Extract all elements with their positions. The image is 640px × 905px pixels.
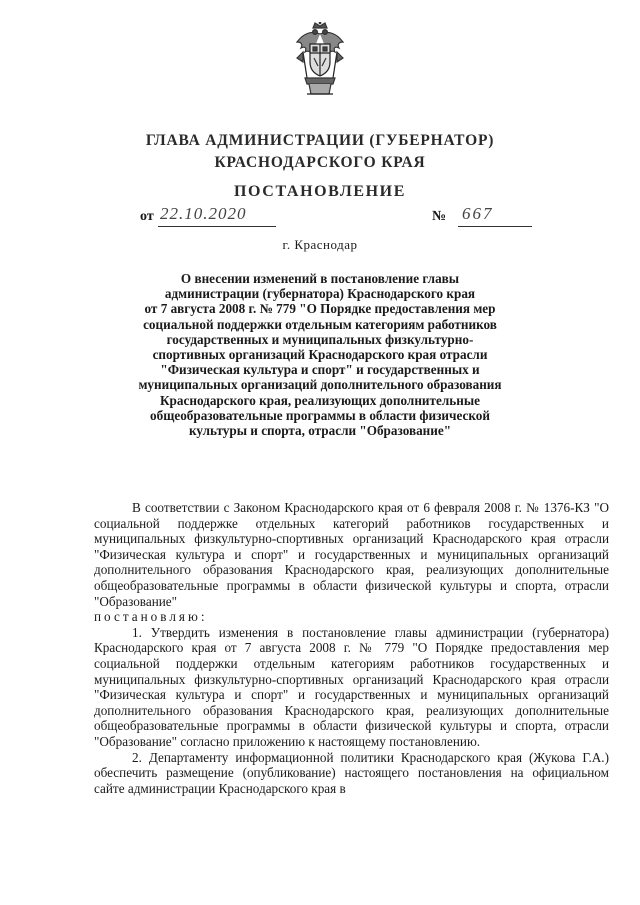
date-underline [158, 226, 276, 227]
decree-body [94, 500, 609, 796]
authority-line-2: КРАСНОДАРСКОГО КРАЯ [214, 154, 426, 171]
date-label: от [140, 209, 154, 224]
decree-word: постановляю: [94, 609, 208, 625]
title-line: муниципальных организаций дополнительного образования [138, 377, 502, 393]
item-1-paragraph: 1. Утвердить изменения в постановление главы администрации (губернатора) Краснодарского края от 7 августа 2008 г. № 779 "О Порядке предоставления мер социальной поддержки отдельным категориям работников государственных и муниципальных физкультурно-спортивных организаций Краснодарского края отрасли "Физическая культура и спорт" и государственных и муниципальных организаций дополнительного образования Краснодарского края, реализующих дополнительные общеобразовательные программы в области физической культуры и спорта, отрасли "Образование" согласно приложению к настоящему постановлению. [94, 624, 609, 749]
city-line: г. Краснодар [282, 237, 358, 252]
title-line: "Физическая культура и спорт" и государственных и [160, 362, 480, 378]
title-line: социальной поддержки отдельным категориям работников [143, 316, 497, 332]
title-line: Краснодарского края, реализующих дополнительные [160, 392, 480, 408]
document-type-heading: ПОСТАНОВЛЕНИЕ [234, 183, 406, 200]
title-line: культуры и спорта, отрасли "Образование" [188, 423, 452, 439]
title-line: администрации (губернатора) Краснодарского края [164, 286, 476, 302]
title-line: общеобразовательные программы в области физической [150, 407, 490, 423]
number-underline [458, 226, 532, 227]
title-line: государственных и муниципальных физкультурно- [166, 331, 474, 347]
title-line: О внесении изменений в постановление главы [180, 271, 460, 286]
handwritten-number: 667 [462, 204, 494, 223]
preamble-paragraph: В соответствии с Законом Краснодарского края от 6 февраля 2008 г. № 1376-КЗ "О социальной поддержке отдельных категорий работников государственных и муниципальных физкультурно-спортивных организаций Краснодарского края отрасли "Физическая культура и спорт" и государственных и муниципальных организаций дополнительного образования Краснодарского края, реализующих дополнительные общеобразовательные программы в области физической культуры и спорта, отрасли "Образование" [94, 500, 609, 609]
issuing-authority [0, 130, 640, 174]
krasnodar-coat-of-arms-emblem-icon [293, 22, 347, 102]
title-line: от 7 августа 2008 г. № 779 "О Порядке предоставления мер [144, 301, 496, 317]
authority-line-1: ГЛАВА АДМИНИСТРАЦИИ (ГУБЕРНАТОР) [145, 132, 495, 149]
title-line: спортивных организаций Краснодарского края отрасли [152, 347, 488, 363]
handwritten-date: 22.10.2020 [160, 204, 247, 223]
item-2-paragraph: 2. Департаменту информационной политики Краснодарского края (Жукова Г.А.) обеспечить размещение (опубликование) настоящего постановления на официальном сайте администрации Краснодарского края в [94, 749, 609, 796]
number-label: № [432, 209, 447, 224]
decree-title [120, 271, 520, 438]
